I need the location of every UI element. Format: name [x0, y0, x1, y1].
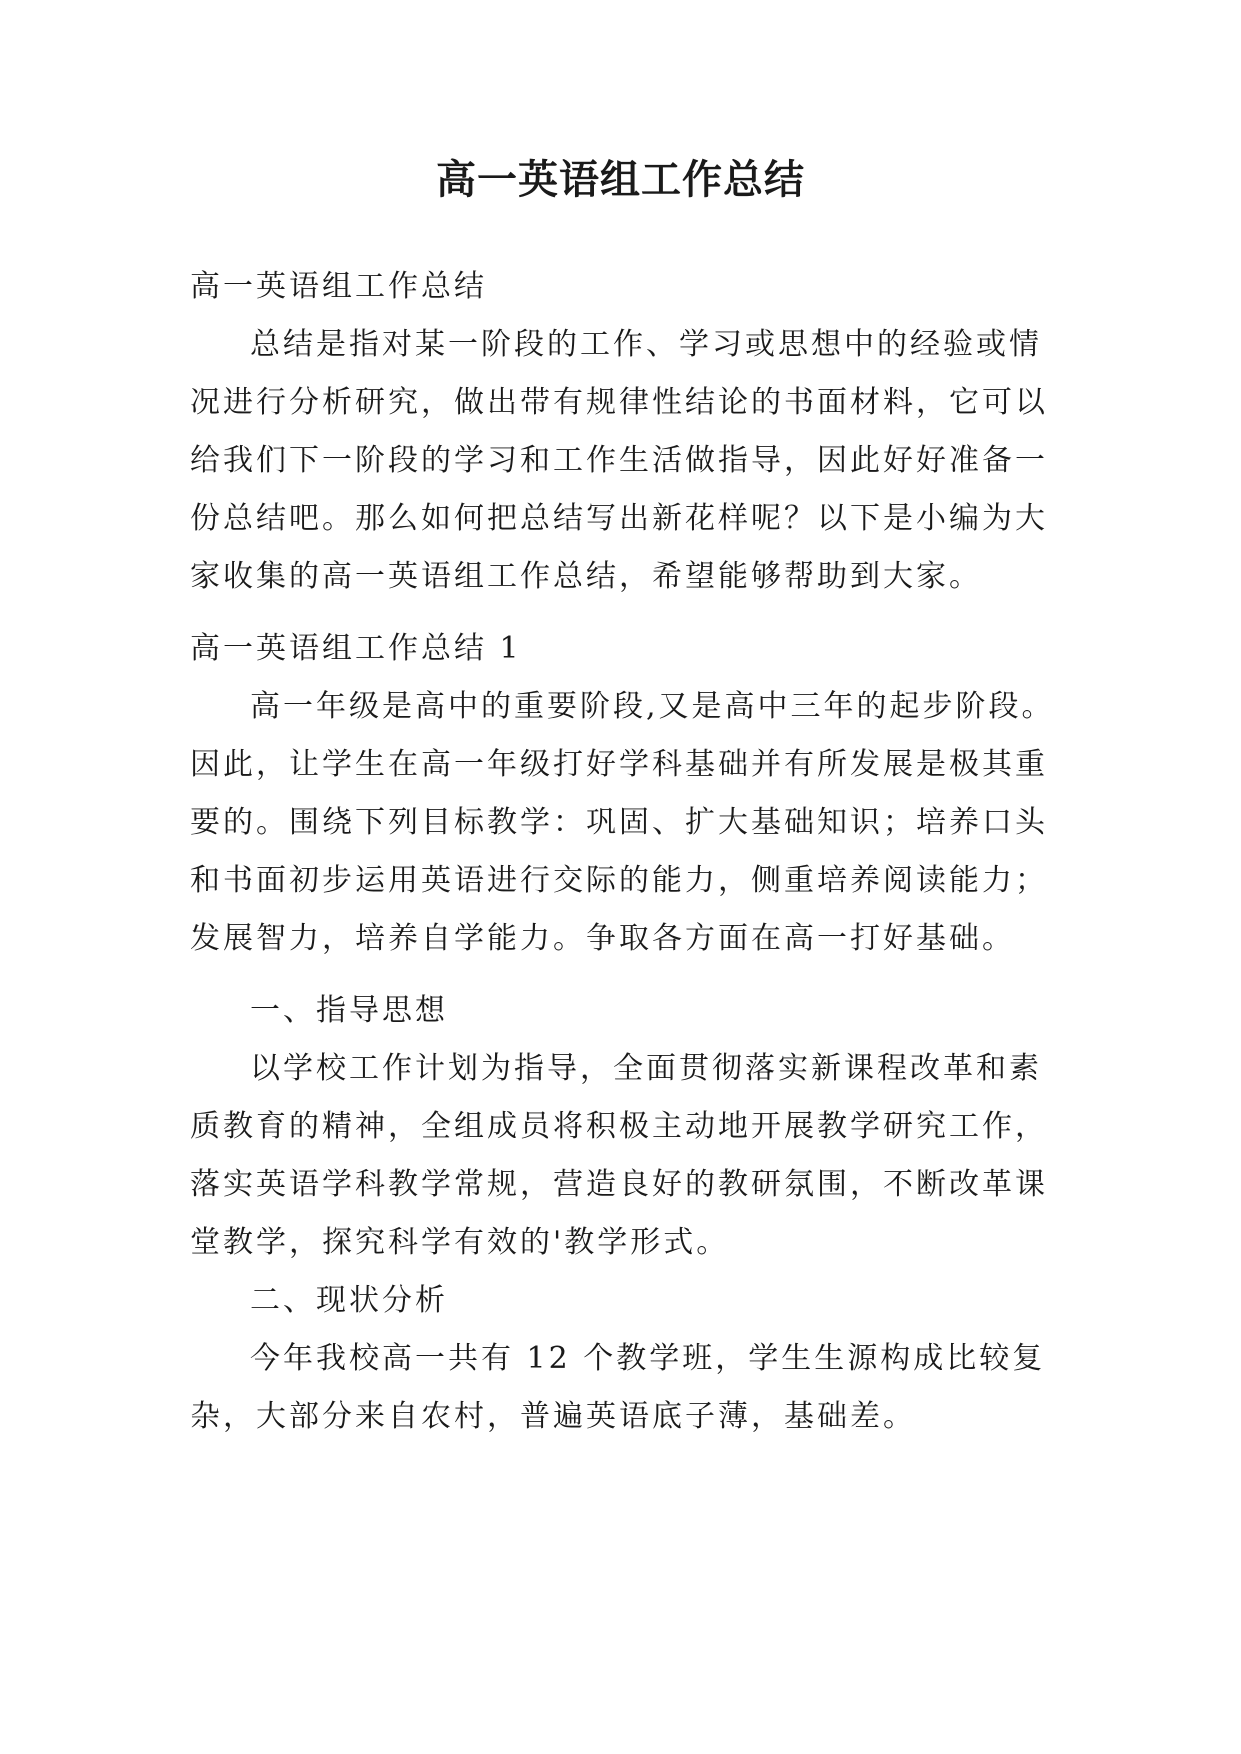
intro-block [190, 258, 1070, 606]
guiding-heading: 一、指导思想 [250, 993, 448, 1028]
guiding-paragraph: 以学校工作计划为指导，全面贯彻落实新课程改革和素质教育的精神，全组成员将积极主动地开展教学研究工作，落实英语学科教学常规，营造良好的教研氛围，不断改革课堂教学，探究科学有效的'教学形式。 [190, 1051, 1048, 1260]
intro-paragraph: 总结是指对某一阶段的工作、学习或思想中的经验或情况进行分析研究，做出带有规律性结论的书面材料，它可以给我们下一阶段的学习和工作生活做指导，因此好好准备一份总结吧。那么如何把总结写出新花样呢？以下是小编为大家收集的高一英语组工作总结，希望能够帮助到大家。 [190, 327, 1048, 594]
document-title: 高一英语组工作总结 [436, 156, 805, 203]
guiding-block [190, 982, 1070, 1446]
section-1-block [190, 620, 1070, 968]
status-paragraph: 今年我校高一共有 12 个教学班，学生生源构成比较复杂，大部分来自农村，普遍英语底子薄，基础差。 [190, 1341, 1046, 1434]
section-1-paragraph: 高一年级是高中的重要阶段,又是高中三年的起步阶段。因此，让学生在高一年级打好学科基础并有所发展是极其重要的。围绕下列目标教学：巩固、扩大基础知识；培养口头和书面初步运用英语进行交际的能力，侧重培养阅读能力；发展智力，培养自学能力。争取各方面在高一打好基础。 [190, 689, 1055, 956]
section-1-heading: 高一英语组工作总结 1 [190, 631, 522, 666]
status-heading: 二、现状分析 [250, 1283, 448, 1318]
subtitle: 高一英语组工作总结 [190, 269, 487, 304]
